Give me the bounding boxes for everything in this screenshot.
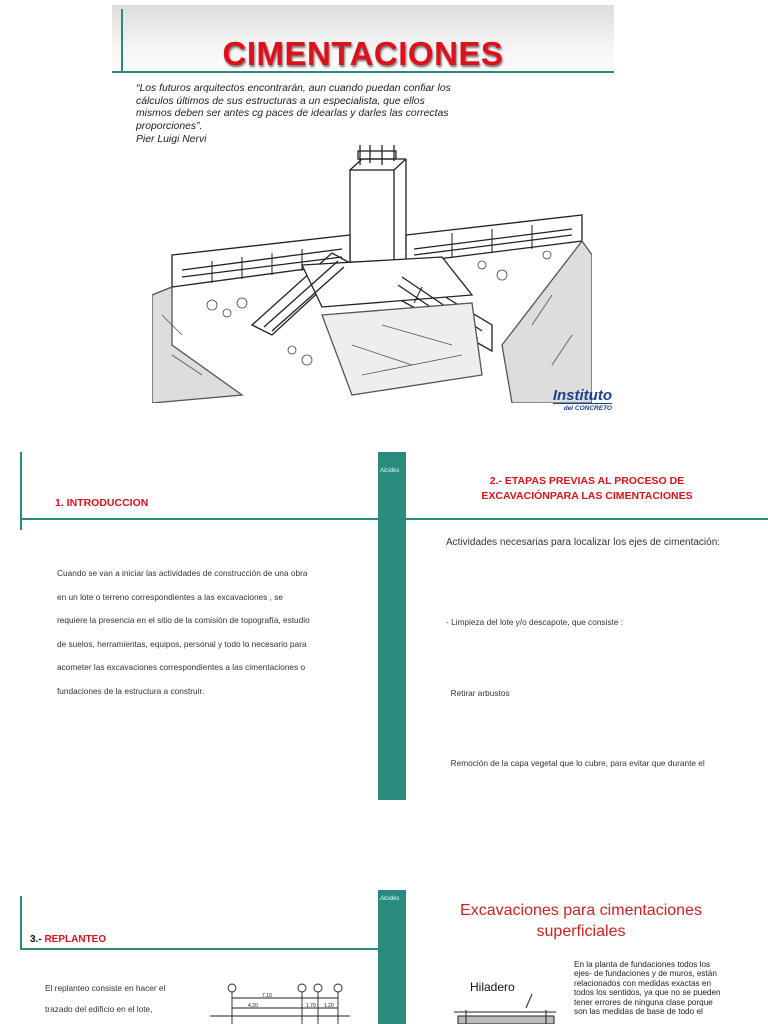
slide-body: Cuando se van a iniciar las actividades de construcción de una obra en un lote o terreno correspondientes a las excavaciones , se requiere la presencia en el sitio de la comisión de topografía, estudio de suelos, herramientas, equipos, personal y todo lo necesario para acometer las excavaciones correspondientes a las cimentaciones o fundaciones de la estructura a construir. (57, 568, 310, 696)
slide-divider-bar (378, 452, 406, 800)
slide-divider-bar (378, 890, 406, 1024)
slide-subheading: Actividades necesarias para localizar los ejes de cimentación: (446, 537, 721, 548)
quote-author: Pier Luigi Nervi (136, 134, 207, 145)
logo-sub-text: del CONCRETO (553, 403, 612, 412)
heading-line-2: EXCAVACIÓNPARA LAS CIMENTACIONES (481, 490, 693, 502)
slide-excavaciones-superficiales (406, 890, 768, 1024)
title-line-2: superficiales (536, 923, 626, 940)
divider-logo: Alcides (380, 468, 400, 474)
slide-body: En la planta de fundaciones todos los ejes- de fundaciones y de muros, están relacionados con medidas exactas en todos los sentidos, ya que no se pueden tener errores de ninguna clase porque son las medidas de base de todo el (574, 960, 721, 1017)
figure-label: Hiladero (470, 980, 515, 994)
slide-title: CIMENTACIONES (222, 35, 504, 72)
slide-heading (30, 934, 106, 945)
instituto-concreto-logo (553, 388, 612, 412)
divider-logo: Alcides (380, 896, 400, 902)
plan-label: 1.70 (306, 1003, 316, 1009)
accent-line-horizontal (20, 518, 378, 520)
title-line-1: Excavaciones para cimentaciones (460, 902, 702, 919)
slide-replanteo (0, 890, 378, 1024)
slide-title (406, 900, 756, 942)
slide-body: - Limpieza del lote y/o descapote, que consiste : Retirar arbustos Remoción de la capa vegetal que lo cubre, para evitar que durante el (446, 617, 705, 768)
foundation-drawing (152, 145, 592, 403)
plan-label: 1.20 (324, 1003, 334, 1009)
slide-introduccion (0, 452, 378, 802)
slide-etapas-previas (406, 452, 768, 802)
heading-main: REPLANTEO (44, 934, 107, 945)
heading-line-1: 2.- ETAPAS PREVIAS AL PROCESO DE (489, 475, 685, 487)
plan-label: 7.10 (262, 993, 272, 999)
accent-line-horizontal (406, 518, 768, 520)
heading-prefix: 3.- (30, 934, 45, 945)
slide-heading (406, 474, 768, 504)
logo-main-text: Instituto (552, 387, 612, 404)
accent-line-horizontal (20, 948, 378, 950)
slide-cimentaciones-title (112, 5, 614, 415)
quote-text: “Los futuros arquitectos encontrarán, aun cuando puedan confiar los cálculos últimos de sus estructuras a un especialista, que ellos mismos deben ser antes cg paces de idearlas y darles las correctas proporciones”. (136, 83, 451, 132)
hiladero-drawing (446, 990, 566, 1024)
slide-heading: 1. INTRODUCCION (55, 497, 149, 509)
plan-label: 4.20 (248, 1003, 258, 1009)
replanteo-plan-drawing (200, 982, 360, 1024)
accent-line-vertical (20, 896, 22, 950)
slide-body: El replanteo consiste en hacer el trazado del edificio en el lote, (45, 983, 166, 1014)
